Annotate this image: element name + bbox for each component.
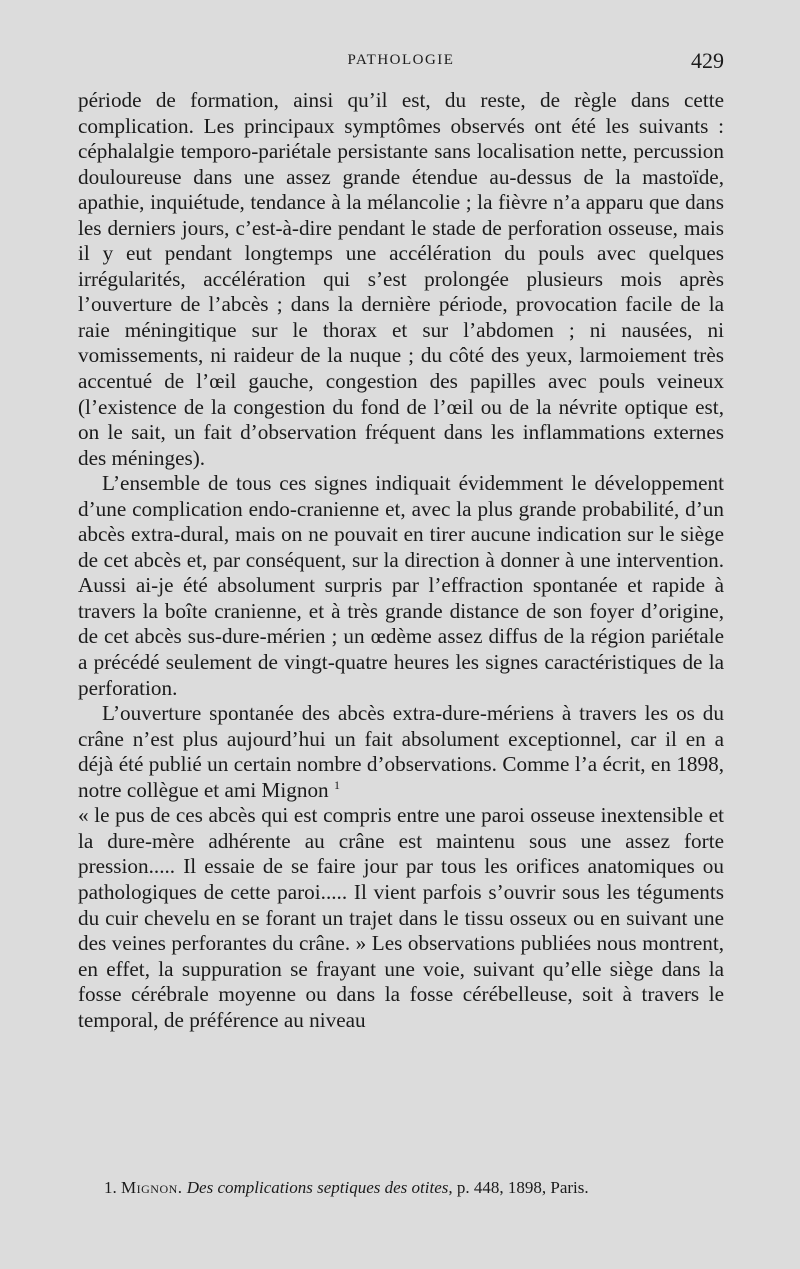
footnote <box>104 1177 724 1199</box>
running-head: PATHOLOGIE <box>347 52 455 68</box>
footnote-number: 1. <box>104 1178 117 1197</box>
footnote-title: Des complications septiques des otites, <box>186 1178 453 1197</box>
page-number: 429 <box>691 48 724 73</box>
footnote-reference: 1 <box>333 777 340 792</box>
paragraph-diagnosis: L’ensemble de tous ces signes indiquait évidemment le développement d’une complication endo-cranienne et, avec la plus grande probabilité, d’un abcès extra-dural, mais on ne pouvait en tirer aucune indication sur le siège de cet abcès et, par conséquent, sur la direction à donner à une intervention. Aussi ai-je été absolument surpris par l’effraction spontanée et rapide à travers la boîte cranienne, et à très grande distance de son foyer d’origine, de cet abcès sus-dure-mérien ; un œdème assez diffus de la région pariétale a précédé seulement de vingt-quatre heures les signes caractéristiques de la perforation. <box>78 471 724 700</box>
body-text <box>78 88 724 1033</box>
paragraph-spontaneous-opening-text: L’ouverture spontanée des abcès extra-dure-mériens à travers les os du crâne n’est plus aujourd’hui un fait absolument exceptionnel, car il en a déjà été publié un certain nombre d’observations. Comme l’a écrit, en 1898, notre collègue et ami Mignon <box>78 701 724 802</box>
footnote-author: Mignon. <box>121 1178 183 1197</box>
paragraph-quotation: « le pus de ces abcès qui est compris entre une paroi osseuse inextensible et la dure-mère adhérente au crâne est maintenu sous une assez forte pression..... Il essaie de se faire jour par tous les orifices anatomiques ou pathologiques de cette paroi..... Il vient parfois s’ouvrir sous les téguments du cuir chevelu en se forant un trajet dans le tissu osseux ou en suivant une des veines perforantes du crâne. » Les observations publiées nous montrent, en effet, la suppuration se frayant une voie, suivant qu’elle siège dans la fosse cérébrale moyenne ou dans la fosse cérébelleuse, soit à travers le temporal, de préférence au niveau <box>78 803 724 1032</box>
paragraph-spontaneous-opening <box>78 701 724 803</box>
page-header <box>78 48 724 74</box>
footnote-reference-details: p. 448, 1898, Paris. <box>456 1178 589 1197</box>
paragraph-symptoms: période de formation, ainsi qu’il est, du reste, de règle dans cette complication. Les principaux symptômes observés ont été les suivants : céphalalgie temporo-pariétale persistante sans localisation nette, percussion douloureuse dans une assez grande étendue au-dessus de la mastoïde, apathie, inquiétude, tendance à la mélancolie ; la fièvre n’a apparu que dans les derniers jours, c’est-à-dire pendant le stade de perforation osseuse, mais il y eut pendant longtemps une accélération du pouls avec quelques irrégularités, accélération qui s’est prolongée plusieurs mois après l’ouverture de l’abcès ; dans la dernière période, provocation facile de la raie méningitique sur le thorax et sur l’abdomen ; ni nausées, ni vomissements, ni raideur de la nuque ; du côté des yeux, larmoiement très accentué de l’œil gauche, congestion des papilles avec pouls veineux (l’existence de la congestion du fond de l’œil ou de la névrite optique est, on le sait, un fait d’observation fréquent dans les inflammations externes des méninges). <box>78 88 724 470</box>
